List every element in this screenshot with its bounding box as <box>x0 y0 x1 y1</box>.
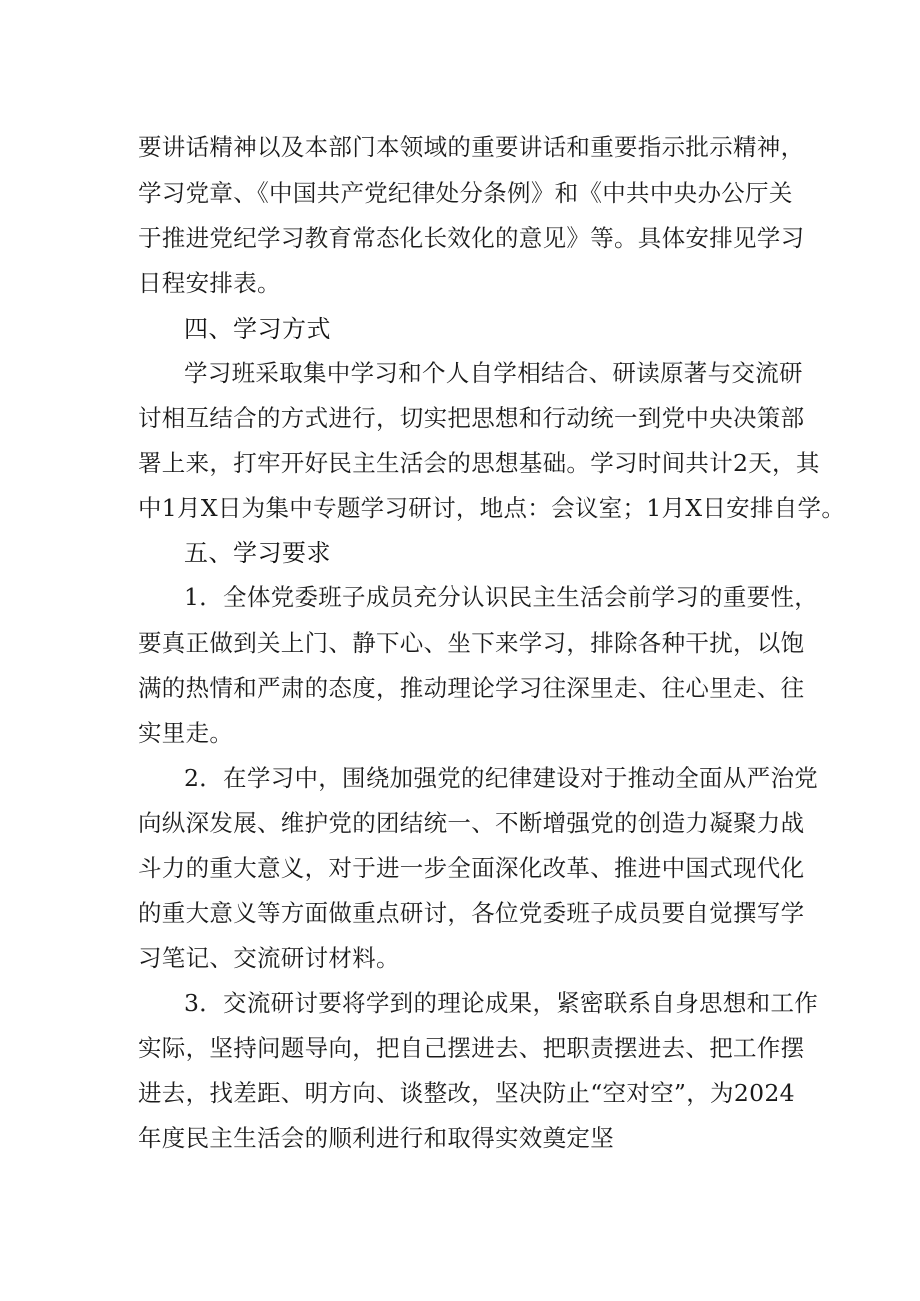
paragraph-line: 学习班采取集中学习和个人自学相结合、研读原著与交流研 <box>184 359 803 387</box>
paragraph-line: 的重大意义等方面做重点研讨，各位党委班子成员要自觉撰写学 <box>138 899 805 927</box>
paragraph-line: 中1月X日为集中专题学习研讨，地点：会议室；1月X日安排自学。 <box>138 494 846 522</box>
paragraph-line: 3．交流研讨要将学到的理论成果，紧密联系自身思想和工作 <box>184 989 819 1017</box>
paragraph-line: 1．全体党委班子成员充分认识民主生活会前学习的重要性， <box>184 583 819 611</box>
paragraph-line: 斗力的重大意义，对于进一步全面深化改革、推进中国式现代化 <box>138 854 805 882</box>
paragraph-line: 2．在学习中，围绕加强党的纪律建设对于推动全面从严治党 <box>184 764 819 792</box>
paragraph-line: 要讲话精神以及本部门本领域的重要讲话和重要指示批示精神， <box>138 133 805 161</box>
section-heading-4: 四、学习方式 <box>184 315 331 343</box>
paragraph-line: 日程安排表。 <box>138 269 281 297</box>
paragraph-line: 向纵深发展、维护党的团结统一、不断增强党的创造力凝聚力战 <box>138 809 805 837</box>
paragraph-line: 实里走。 <box>138 719 234 747</box>
paragraph-line: 进去，找差距、明方向、谈整改，坚决防止“空对空”，为2024 <box>138 1079 795 1107</box>
paragraph-line: 满的热情和严肃的态度，推动理论学习往深里走、往心里走、往 <box>138 674 805 702</box>
paragraph-line: 实际，坚持问题导向，把自己摆进去、把职责摆进去、把工作摆 <box>138 1034 805 1062</box>
paragraph-line: 习笔记、交流研讨材料。 <box>138 944 400 972</box>
paragraph-line: 学习党章、《中国共产党纪律处分条例》和《中共中央办公厅关 <box>138 179 793 207</box>
paragraph-line: 于推进党纪学习教育常态化长效化的意见》等。具体安排见学习 <box>138 224 805 252</box>
paragraph-line: 讨相互结合的方式进行，切实把思想和行动统一到党中央决策部 <box>138 404 805 432</box>
section-heading-5: 五、学习要求 <box>184 539 331 567</box>
paragraph-line: 年度民主生活会的顺利进行和取得实效奠定坚 <box>138 1124 614 1152</box>
paragraph-line: 要真正做到关上门、静下心、坐下来学习，排除各种干扰，以饱 <box>138 629 805 657</box>
paragraph-line: 署上来，打牢开好民主生活会的思想基础。学习时间共计2天，其 <box>138 449 820 477</box>
